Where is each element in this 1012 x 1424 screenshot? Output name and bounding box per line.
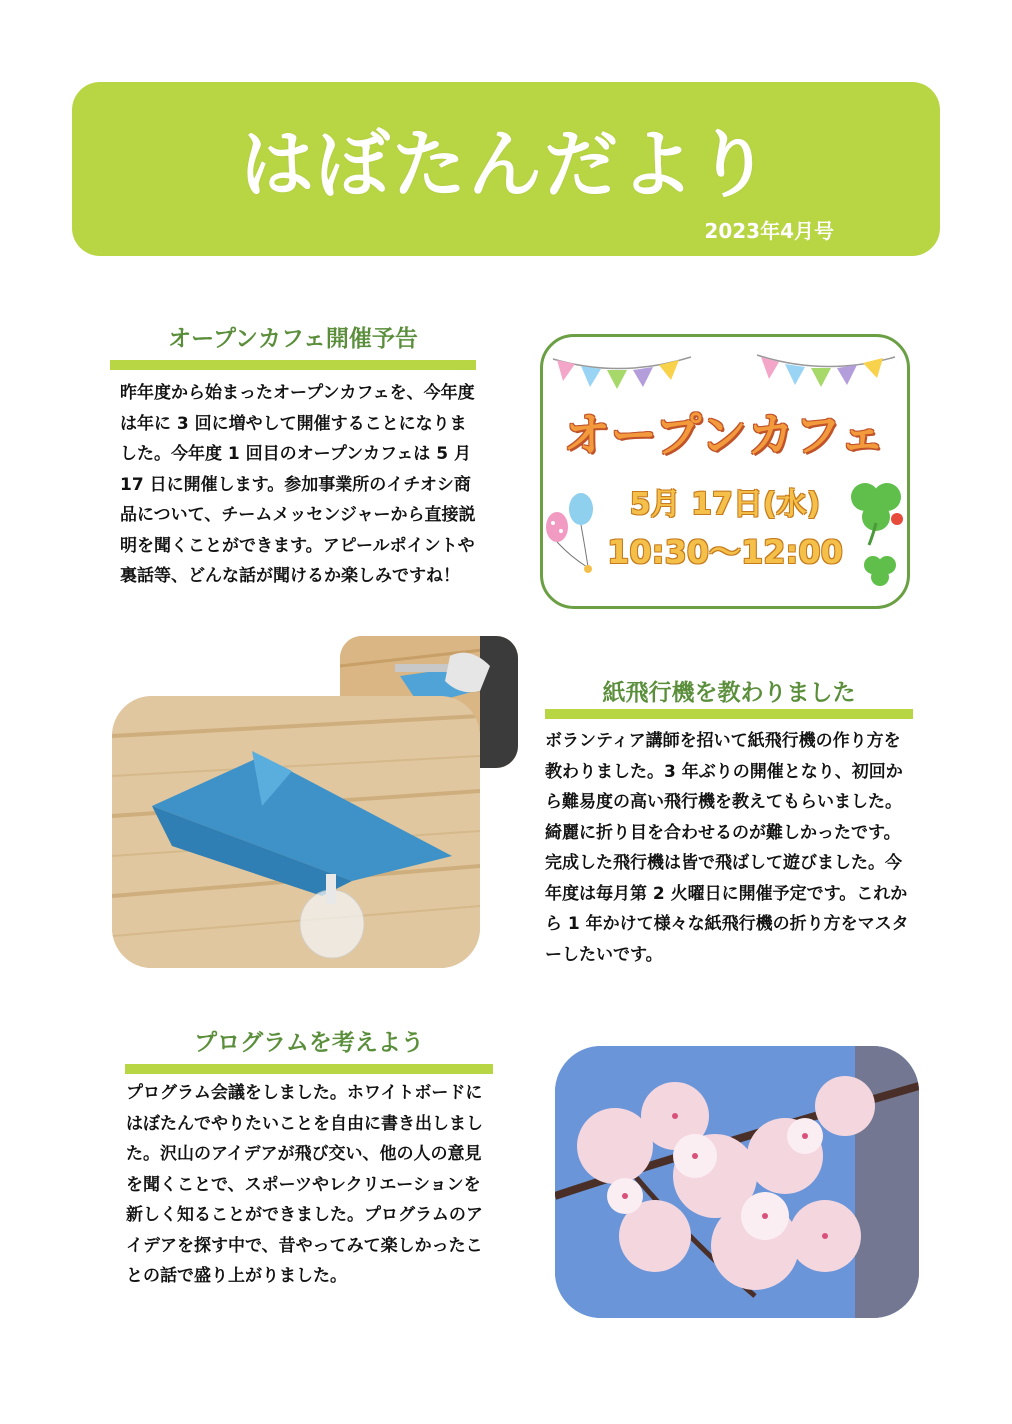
balloons-icon [543, 487, 603, 577]
open-cafe-body: 昨年度から始まったオープンカフェを、今年度は年に 3 回に増やして開催することになりました。今年度 1 回目のオープンカフェは 5 月 17 日に開催します。参加事業所のイチオシ商品について、チームメッセンジャーから直接説明を聞くことができます。アピールポイントや裏話等、どんな話が聞けるか楽しみですね！ [120, 383, 476, 586]
issue-label: 2023年4月号 [704, 219, 834, 243]
poster-time: 10:30～12:00 [607, 533, 843, 571]
program-rule [125, 1064, 493, 1074]
bunting-right-icon [755, 349, 905, 399]
open-cafe-poster [540, 334, 910, 609]
poster-title: オープンカフェ [563, 408, 887, 462]
photo-paper-airplane [112, 696, 480, 968]
header-banner [72, 82, 940, 256]
open-cafe-rule [110, 360, 476, 370]
clover-icon [843, 475, 910, 595]
program-heading: プログラムを考えよう [194, 1030, 424, 1056]
photo-cherry-blossoms [555, 1046, 919, 1318]
newsletter-title: はぼたんだより [240, 122, 772, 208]
paper-plane-body: ボランティア講師を招いて紙飛行機の作り方を教わりました。3 年ぶりの開催となり、初回から難易度の高い飛行機を教えてもらいました。綺麗に折り目を合わせるのが難しかったです。完成した飛行機は皆で飛ばして遊びました。今年度は毎月第 2 火曜日に開催予定です。これから 1 年かけて様々な紙飛行機の折り方をマスターしたいです。 [545, 731, 909, 965]
paper-plane-rule [545, 709, 913, 719]
poster-date: 5月 17日(水) [629, 487, 821, 522]
program-body: プログラム会議をしました。ホワイトボードにはぼたんでやりたいことを自由に書き出しました。沢山のアイデアが飛び交い、他の人の意見を聞くことで、スポーツやレクリエーションを新しく知ることができました。プログラムのアイデアを探す中で、昔やってみて楽しかったことの話で盛り上がりました。 [126, 1083, 483, 1286]
paper-plane-heading: 紙飛行機を教わりました [602, 680, 856, 706]
open-cafe-heading: オープンカフェ開催予告 [168, 326, 418, 352]
bunting-left-icon [551, 351, 701, 401]
